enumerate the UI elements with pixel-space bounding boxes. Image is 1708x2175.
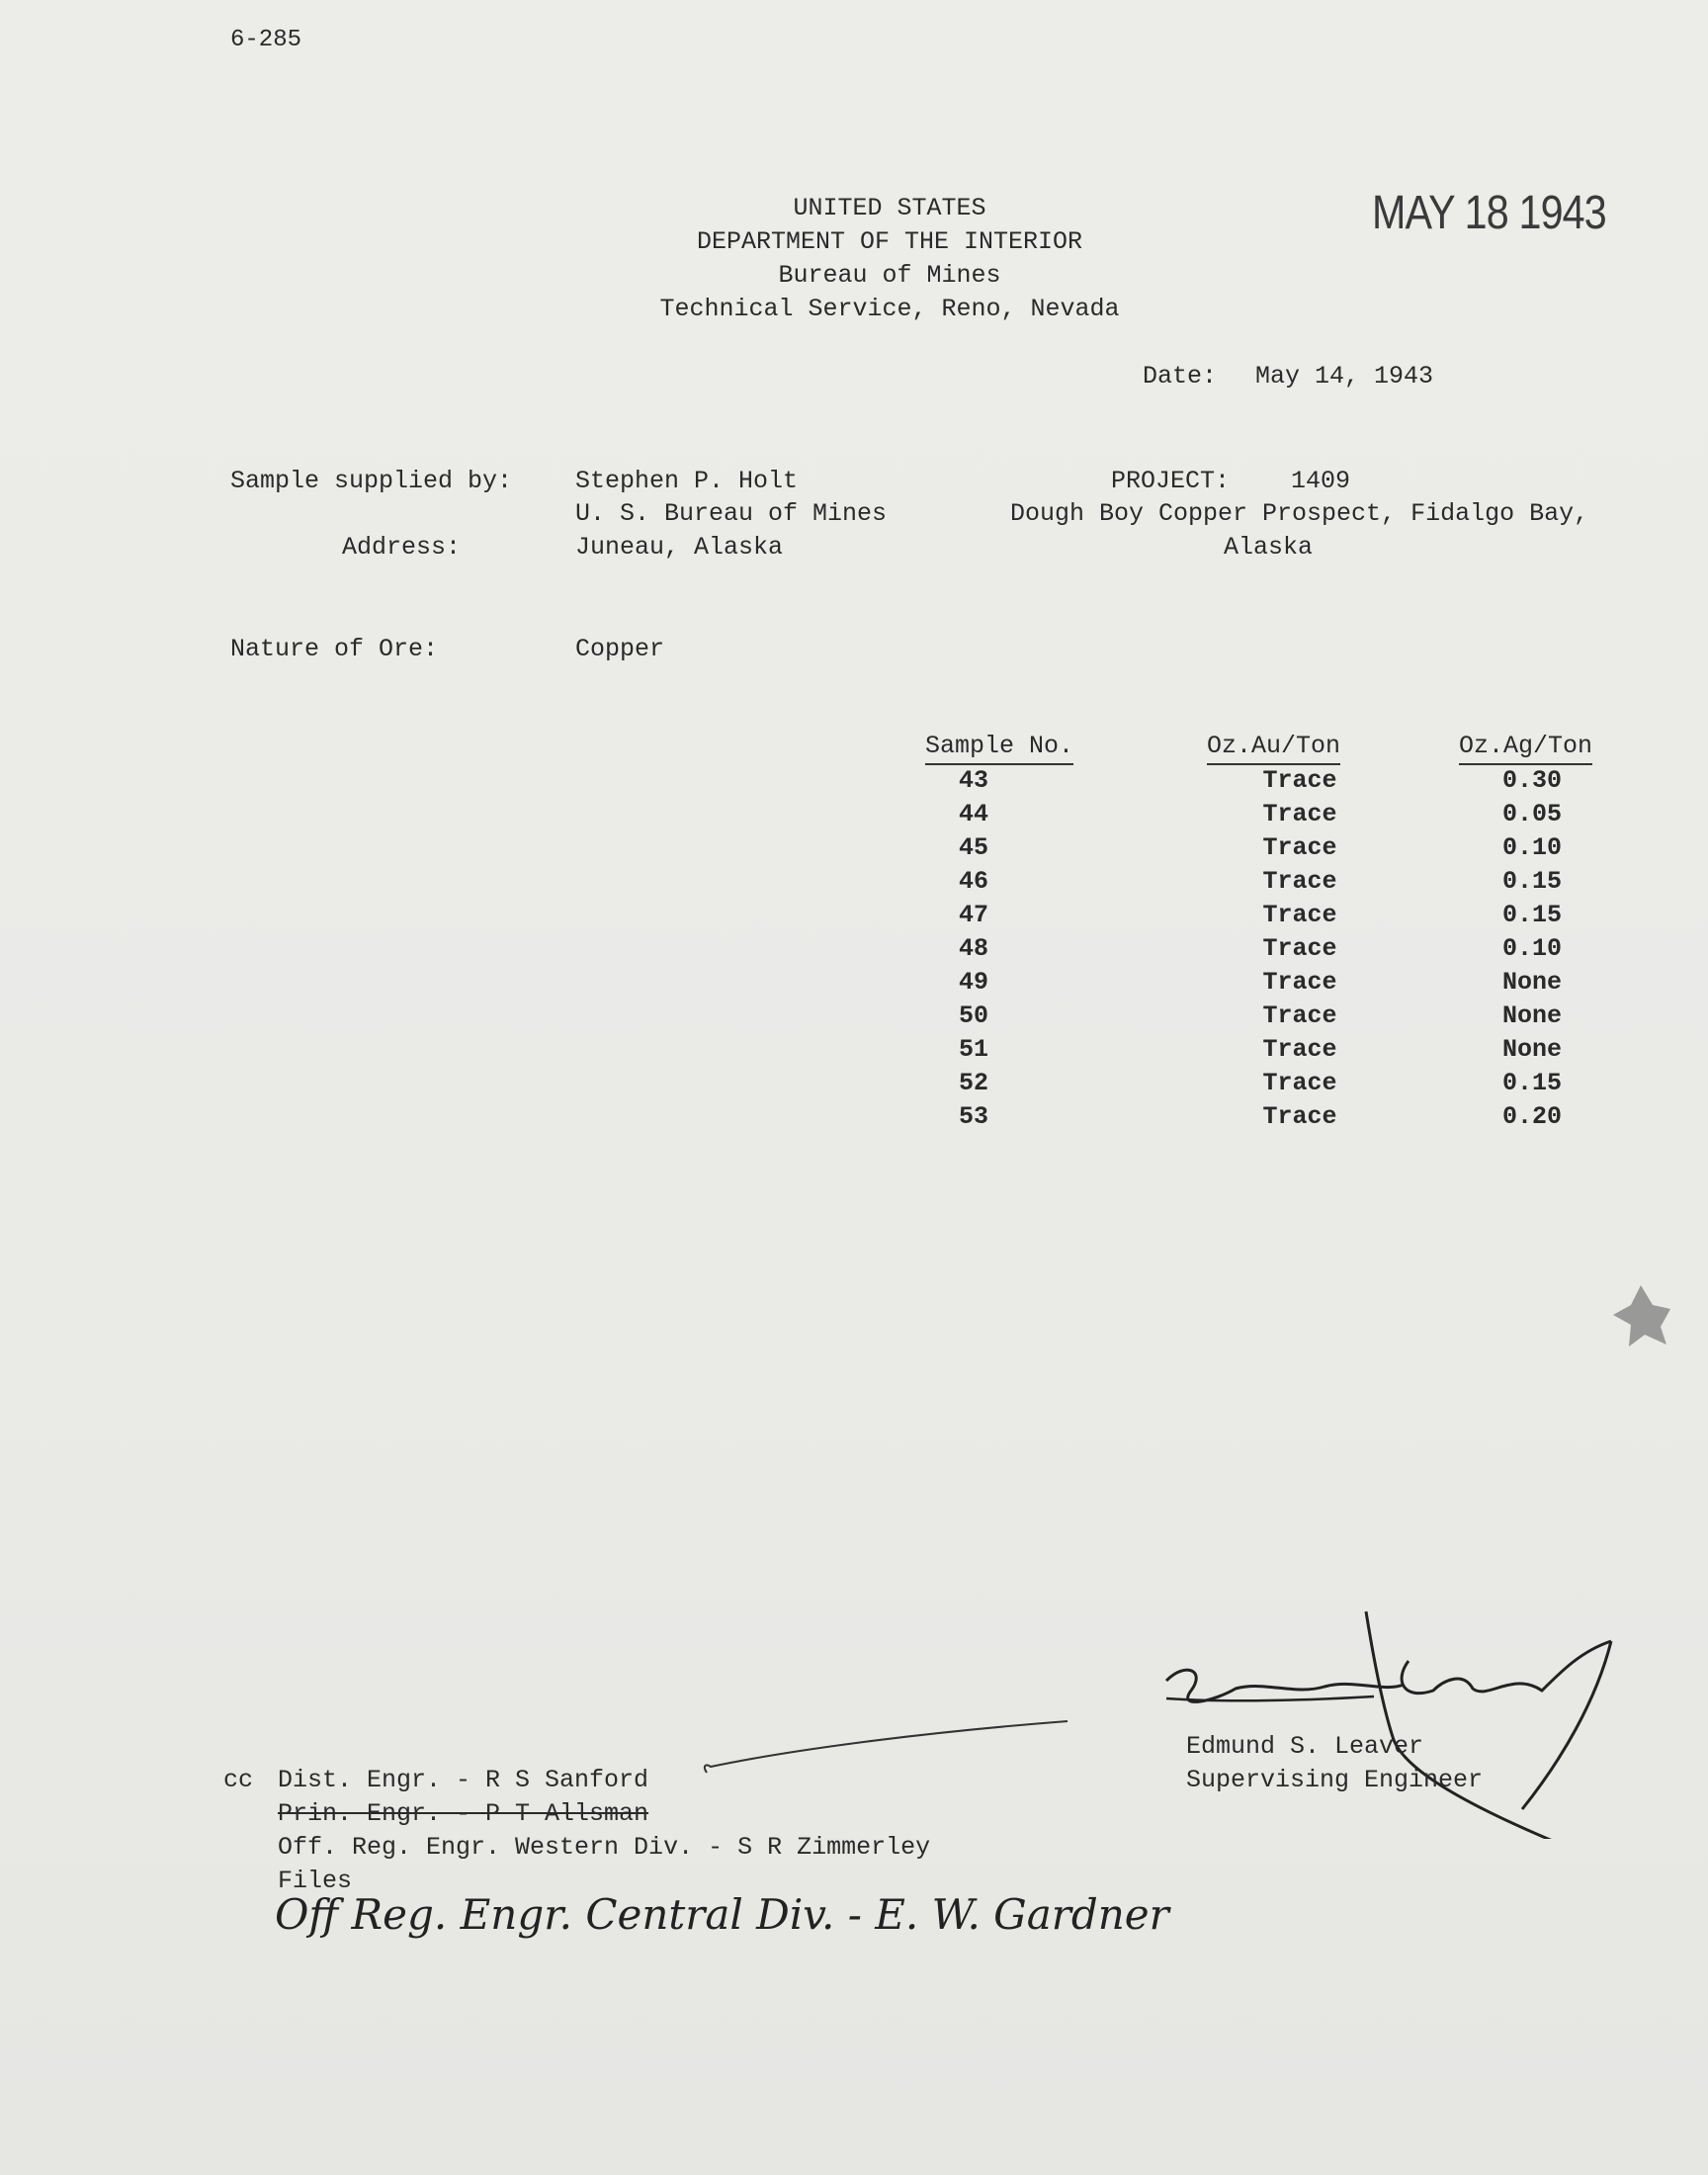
gold-value: Trace [1262,934,1337,963]
silver-value: 0.20 [1501,1102,1562,1131]
column-header-sample-no: Sample No. [925,732,1073,765]
gold-value: Trace [1262,1001,1337,1030]
gold-value: Trace [1262,1102,1337,1131]
cc-label: cc [223,1766,254,1794]
sample-number: 51 [958,1035,988,1064]
silver-value: 0.10 [1501,934,1562,963]
gold-value: Trace [1262,968,1337,997]
sample-number: 44 [958,800,988,828]
cc-line-2-struck: Prin. Engr. - P T Allsman [278,1799,649,1828]
silver-value: 0.15 [1501,1069,1562,1097]
handwritten-connector-line [697,1715,1072,1784]
date-label: Date: [1143,362,1218,391]
gold-value: Trace [1262,901,1337,929]
table-row [0,1001,1708,1035]
gold-value: Trace [1262,766,1337,795]
header-department: DEPARTMENT OF THE INTERIOR [696,227,1083,256]
column-header-ag: Oz.Ag/Ton [1459,732,1592,765]
sample-number: 45 [958,833,988,862]
date-value: May 14, 1943 [1255,362,1434,391]
sample-number: 49 [958,968,988,997]
sample-number: 48 [958,934,988,963]
gold-value: Trace [1262,1069,1337,1097]
gold-value: Trace [1262,800,1337,828]
ore-label: Nature of Ore: [230,635,439,663]
silver-value: None [1501,968,1562,997]
silver-value: 0.30 [1501,766,1562,795]
gold-value: Trace [1262,867,1337,896]
silver-value: 0.15 [1501,901,1562,929]
supplied-by-label: Sample supplied by: [230,467,513,495]
ore-value: Copper [575,635,665,663]
table-row [0,1035,1708,1069]
table-row [0,968,1708,1001]
gold-value: Trace [1262,833,1337,862]
table-row [0,901,1708,934]
cc-line-1: Dist. Engr. - R S Sanford [278,1766,649,1794]
sample-number: 46 [958,867,988,896]
supplied-by-org: U. S. Bureau of Mines [575,499,888,528]
silver-value: 0.05 [1501,800,1562,828]
ink-smudge [1601,1275,1680,1354]
table-row [0,1102,1708,1136]
handwritten-signature [1147,1602,1641,1839]
table-row [0,800,1708,833]
gold-value: Trace [1262,1035,1337,1064]
handwritten-cc-addition: Off Reg. Engr. Central Div. - E. W. Gardner [275,1890,1169,1939]
silver-value: 0.15 [1501,867,1562,896]
cc-line-3: Off. Reg. Engr. Western Div. - S R Zimmerley [278,1833,931,1862]
silver-value: None [1501,1001,1562,1030]
table-row [0,867,1708,901]
table-row [0,766,1708,800]
cc-line-4: Files [278,1867,353,1895]
project-number: 1409 [1291,467,1351,495]
table-row [0,934,1708,968]
project-label: PROJECT: [1111,467,1231,495]
sample-number: 47 [958,901,988,929]
sample-number: 53 [958,1102,988,1131]
header-service: Technical Service, Reno, Nevada [659,295,1120,323]
project-name-line2: Alaska [1224,533,1314,562]
table-row [0,1069,1708,1102]
header-bureau: Bureau of Mines [778,261,1001,290]
sample-number: 52 [958,1069,988,1097]
table-row [0,833,1708,867]
address-label: Address: [342,533,462,562]
received-date-stamp: MAY 18 1943 [1372,187,1606,239]
silver-value: 0.10 [1501,833,1562,862]
form-number: 6-285 [230,27,302,53]
signer-title: Supervising Engineer [1186,1766,1484,1794]
supplied-by-name: Stephen P. Holt [575,467,799,495]
sample-number: 43 [958,766,988,795]
sample-number: 50 [958,1001,988,1030]
project-name-line1: Dough Boy Copper Prospect, Fidalgo Bay, [1010,499,1589,528]
header-country: UNITED STATES [793,194,986,222]
signer-name: Edmund S. Leaver [1186,1732,1424,1761]
address-value: Juneau, Alaska [575,533,784,562]
column-header-au: Oz.Au/Ton [1207,732,1340,765]
silver-value: None [1501,1035,1562,1064]
